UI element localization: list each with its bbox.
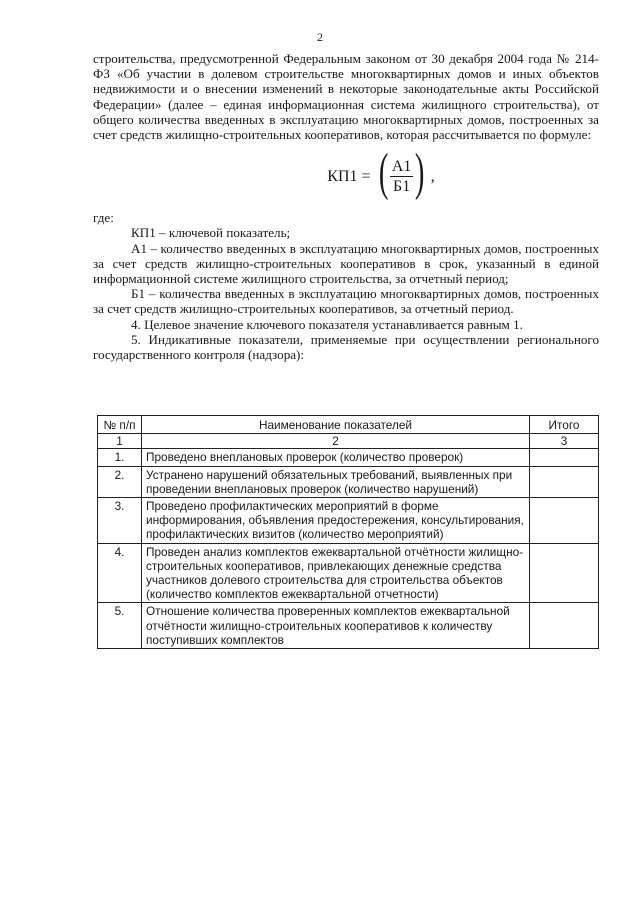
where-label: где: bbox=[93, 210, 114, 226]
kp1-definition: КП1 – ключевой показатель; bbox=[131, 225, 291, 241]
table-row bbox=[98, 466, 599, 497]
row-total bbox=[530, 603, 599, 649]
header-total: Итого bbox=[530, 416, 599, 434]
row-name: Проведен анализ комплектов ежеквартальной отчётности жилищно-строительных кооперативов, привлекающих денежные средства участников долевого строительства для строительства объектов (количество комплектов ежеквартальной отчетности) bbox=[142, 543, 530, 603]
formula bbox=[93, 142, 599, 210]
column-number: 2 bbox=[142, 434, 530, 449]
row-number: 1. bbox=[98, 449, 142, 466]
row-number: 3. bbox=[98, 498, 142, 544]
row-name: Отношение количества проверенных комплектов ежеквартальной отчётности жилищно-строительных кооперативов к количеству поступивших комплектов bbox=[142, 603, 530, 649]
row-total bbox=[530, 543, 599, 603]
column-number: 1 bbox=[98, 434, 142, 449]
b1-definition: Б1 – количества введенных в эксплуатацию многоквартирных домов, построенных за счет средств жилищно-строительных кооперативов, за отчетный период. bbox=[93, 286, 599, 317]
formula-close-paren: ) bbox=[415, 144, 425, 202]
table-row bbox=[98, 498, 599, 544]
row-name: Проведено профилактических мероприятий в форме информирования, объявления предостережения, консультирования, профилактических визитов (количество мероприятий) bbox=[142, 498, 530, 544]
column-number: 3 bbox=[530, 434, 599, 449]
table-row bbox=[98, 543, 599, 603]
row-name: Проведено внеплановых проверок (количество проверок) bbox=[142, 449, 530, 466]
row-number: 5. bbox=[98, 603, 142, 649]
row-name: Устранено нарушений обязательных требований, выявленных при проведении внеплановых проверок (количество нарушений) bbox=[142, 466, 530, 497]
row-total bbox=[530, 449, 599, 466]
formula-open-paren: ( bbox=[378, 144, 388, 202]
intro-paragraph: строительства, предусмотренной Федеральным законом от 30 декабря 2004 года № 214-ФЗ «Об участии в долевом строительстве многоквартирных домов и иных объектов недвижимости и о внесении изменений в некоторые законодательные акты Российской Федерации» (далее – единая информационная система жилищного строительства), от общего количества введенных в эксплуатацию многоквартирных домов, построенных за счет средств жилищно-строительных кооперативов, которая рассчитывается по формуле: bbox=[93, 51, 599, 143]
page-number: 2 bbox=[317, 30, 323, 44]
row-total bbox=[530, 466, 599, 497]
formula-fraction bbox=[390, 159, 414, 194]
table-row bbox=[98, 449, 599, 466]
paragraph-5: 5. Индикативные показатели, применяемые при осуществлении регионального государственного контроля (надзора): bbox=[93, 331, 599, 363]
header-number: № п/п bbox=[98, 416, 142, 434]
row-number: 2. bbox=[98, 466, 142, 497]
document-body bbox=[93, 51, 599, 362]
formula-comma: , bbox=[430, 167, 435, 185]
formula-lhs: КП1 = bbox=[327, 167, 371, 185]
indicators-table bbox=[97, 415, 599, 649]
row-total bbox=[530, 498, 599, 544]
table-row bbox=[98, 603, 599, 649]
header-name: Наименование показателей bbox=[142, 416, 530, 434]
column-numbers-row bbox=[98, 434, 599, 449]
table-header-row bbox=[98, 416, 599, 434]
a1-definition: А1 – количество введенных в эксплуатацию многоквартирных домов, построенных за счет средств жилищно-строительных кооперативов в срок, указанный в единой информационной системе жилищного строительства, за отчетный период; bbox=[93, 240, 599, 287]
formula-numerator: А1 bbox=[390, 159, 414, 177]
paragraph-4: 4. Целевое значение ключевого показателя устанавливается равным 1. bbox=[131, 316, 523, 332]
row-number: 4. bbox=[98, 543, 142, 603]
formula-denominator: Б1 bbox=[393, 177, 411, 195]
